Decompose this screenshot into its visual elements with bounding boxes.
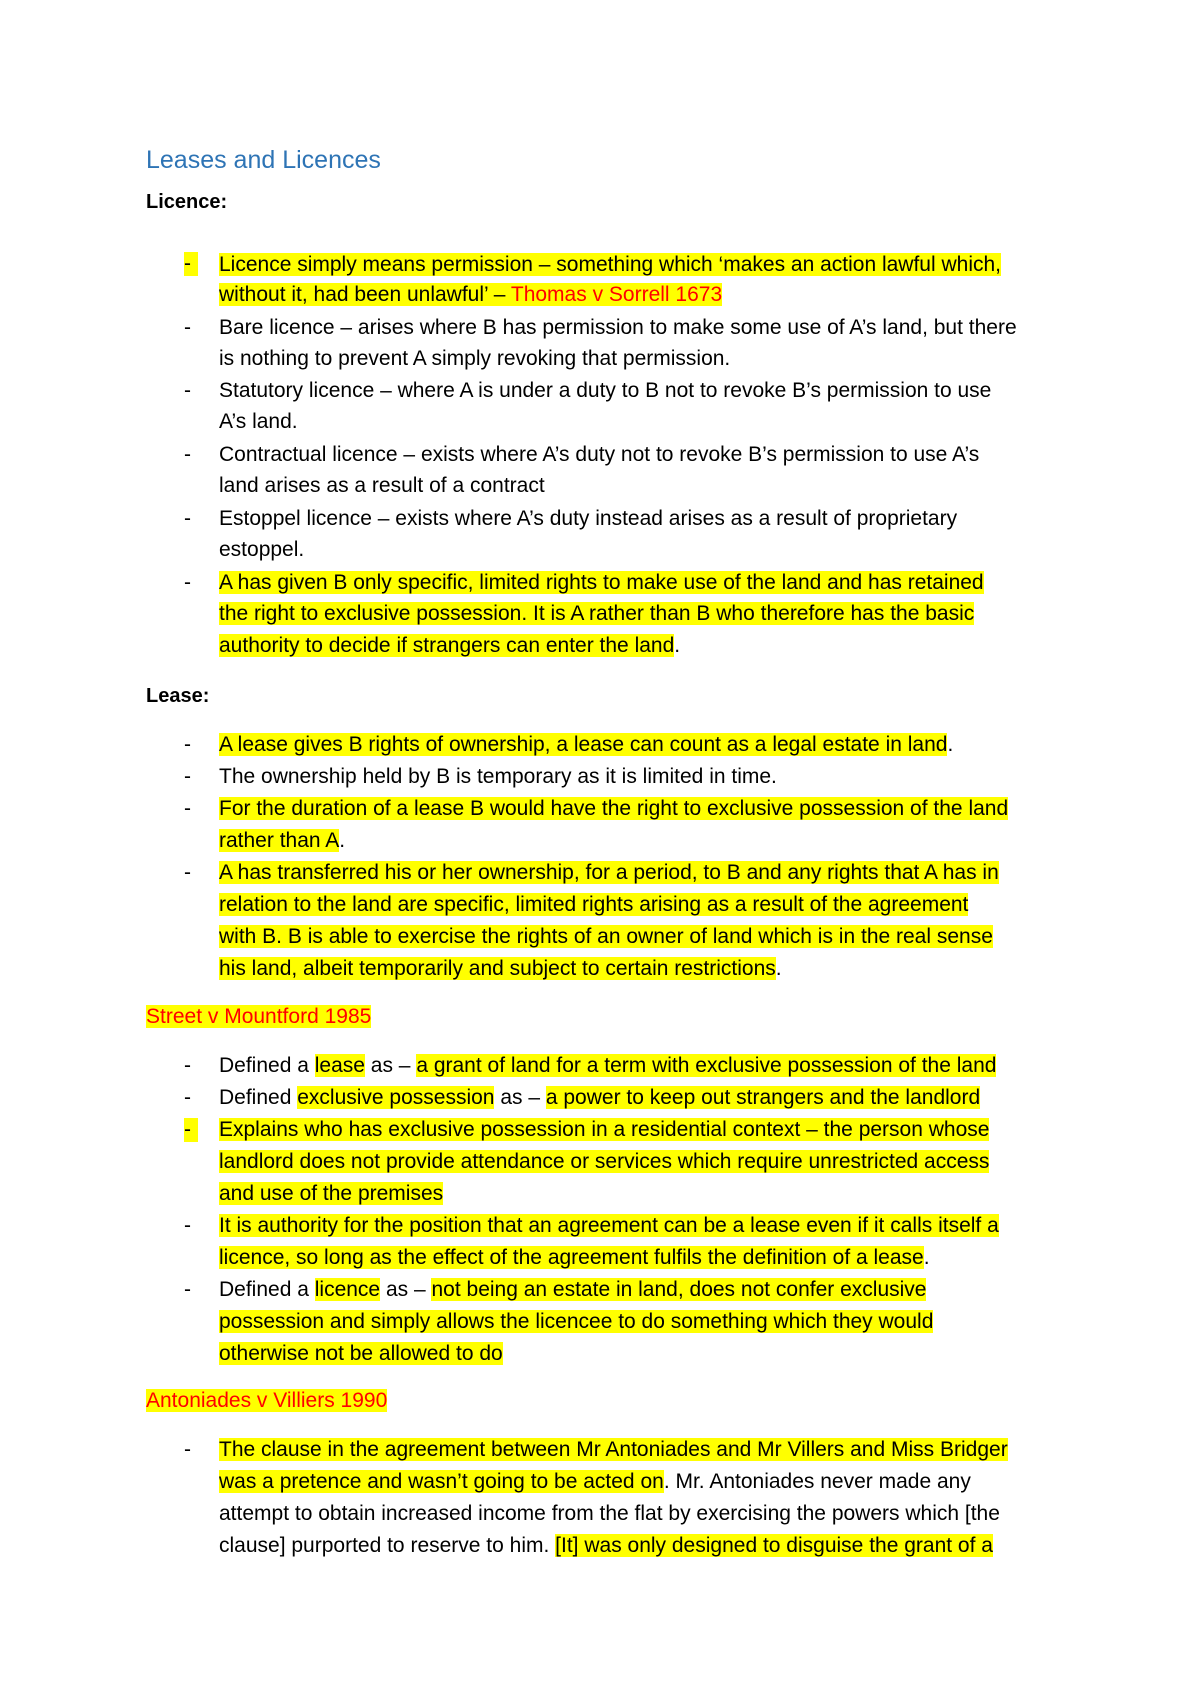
list-item: Defined a licence as – not being an estate in land, does not confer exclusive — [219, 1278, 927, 1301]
bullet-dash: - — [184, 1086, 191, 1109]
list-item: A lease gives B rights of ownership, a lease can count as a legal estate in land. — [219, 733, 954, 756]
list-item: Explains who has exclusive possession in a residential context – the person whose — [219, 1118, 990, 1141]
licence-heading: Licence: — [146, 191, 228, 213]
list-item: Estoppel licence – exists where A’s duty instead arises as a result of proprietary — [219, 507, 958, 530]
case-heading: Antoniades v Villiers 1990 — [146, 1389, 388, 1412]
lease-heading: Lease: — [146, 685, 210, 707]
list-item: relation to the land are specific, limited rights arising as a result of the agreement — [219, 893, 969, 916]
list-item: A has given B only specific, limited rights to make use of the land and has retained — [219, 571, 984, 594]
list-item: clause] purported to reserve to him. [It] was only designed to disguise the grant of a — [219, 1534, 993, 1557]
bullet-dash: - — [184, 765, 191, 788]
bullet-dash: - — [184, 861, 191, 884]
list-item: is nothing to prevent A simply revoking that permission. — [219, 347, 731, 370]
bullet-dash: - — [184, 443, 191, 466]
list-item: possession and simply allows the licencee to do something which they would — [219, 1310, 934, 1333]
list-item: Bare licence – arises where B has permission to make some use of A’s land, but there — [219, 316, 1017, 339]
list-item: It is authority for the position that an agreement can be a lease even if it calls itself a — [219, 1214, 999, 1237]
case-citation: Thomas v Sorrell 1673 — [510, 283, 723, 306]
bullet-dash: - — [184, 733, 191, 756]
list-item: Contractual licence – exists where A’s duty not to revoke B’s permission to use A’s — [219, 443, 980, 466]
bullet-dash: - — [184, 316, 191, 339]
list-item: A’s land. — [219, 410, 298, 433]
bullet-dash: - — [184, 1214, 191, 1237]
bullet-dash: - — [184, 252, 198, 276]
list-item: estoppel. — [219, 538, 305, 561]
list-item: For the duration of a lease B would have the right to exclusive possession of the land — [219, 797, 1009, 820]
list-item: licence, so long as the effect of the agreement fulfils the definition of a lease. — [219, 1246, 930, 1269]
bullet-dash: - — [184, 379, 191, 402]
list-item: landlord does not provide attendance or services which require unrestricted access — [219, 1150, 990, 1173]
bullet-dash: - — [184, 1054, 191, 1077]
list-item: was a pretence and wasn’t going to be acted on. Mr. Antoniades never made any — [219, 1470, 971, 1493]
list-item: his land, albeit temporarily and subject to certain restrictions. — [219, 957, 782, 980]
bullet-dash: - — [184, 507, 191, 530]
list-item: authority to decide if strangers can enter the land. — [219, 634, 681, 657]
list-item: A has transferred his or her ownership, for a period, to B and any rights that A has in — [219, 861, 999, 884]
list-item: with B. B is able to exercise the rights of an owner of land which is in the real sense — [219, 925, 993, 948]
bullet-dash: - — [184, 1438, 191, 1461]
list-item: Statutory licence – where A is under a duty to B not to revoke B’s permission to use — [219, 379, 992, 402]
bullet-dash: - — [184, 1118, 198, 1142]
list-item: attempt to obtain increased income from the flat by exercising the powers which [the — [219, 1502, 1000, 1525]
list-item: otherwise not be allowed to do — [219, 1342, 503, 1365]
list-item: and use of the premises — [219, 1182, 444, 1205]
document-title: Leases and Licences — [146, 146, 381, 174]
bullet-dash: - — [184, 1278, 191, 1301]
list-item: Defined exclusive possession as – a power to keep out strangers and the landlord — [219, 1086, 981, 1109]
bullet-dash: - — [184, 797, 191, 820]
case-heading: Street v Mountford 1985 — [146, 1005, 372, 1028]
list-item: Defined a lease as – a grant of land for a term with exclusive possession of the land — [219, 1054, 997, 1077]
bullet-dash: - — [184, 571, 191, 594]
list-item: The clause in the agreement between Mr Antoniades and Mr Villers and Miss Bridger — [219, 1438, 1008, 1461]
list-item: Licence simply means permission – something which ‘makes an action lawful which, — [219, 253, 1002, 276]
list-item: land arises as a result of a contract — [219, 474, 545, 497]
list-item: rather than A. — [219, 829, 346, 852]
list-item: The ownership held by B is temporary as it is limited in time. — [219, 765, 777, 788]
list-item: the right to exclusive possession. It is A rather than B who therefore has the basic — [219, 602, 975, 625]
list-item: without it, had been unlawful’ – Thomas v Sorrell 1673 — [219, 283, 723, 306]
